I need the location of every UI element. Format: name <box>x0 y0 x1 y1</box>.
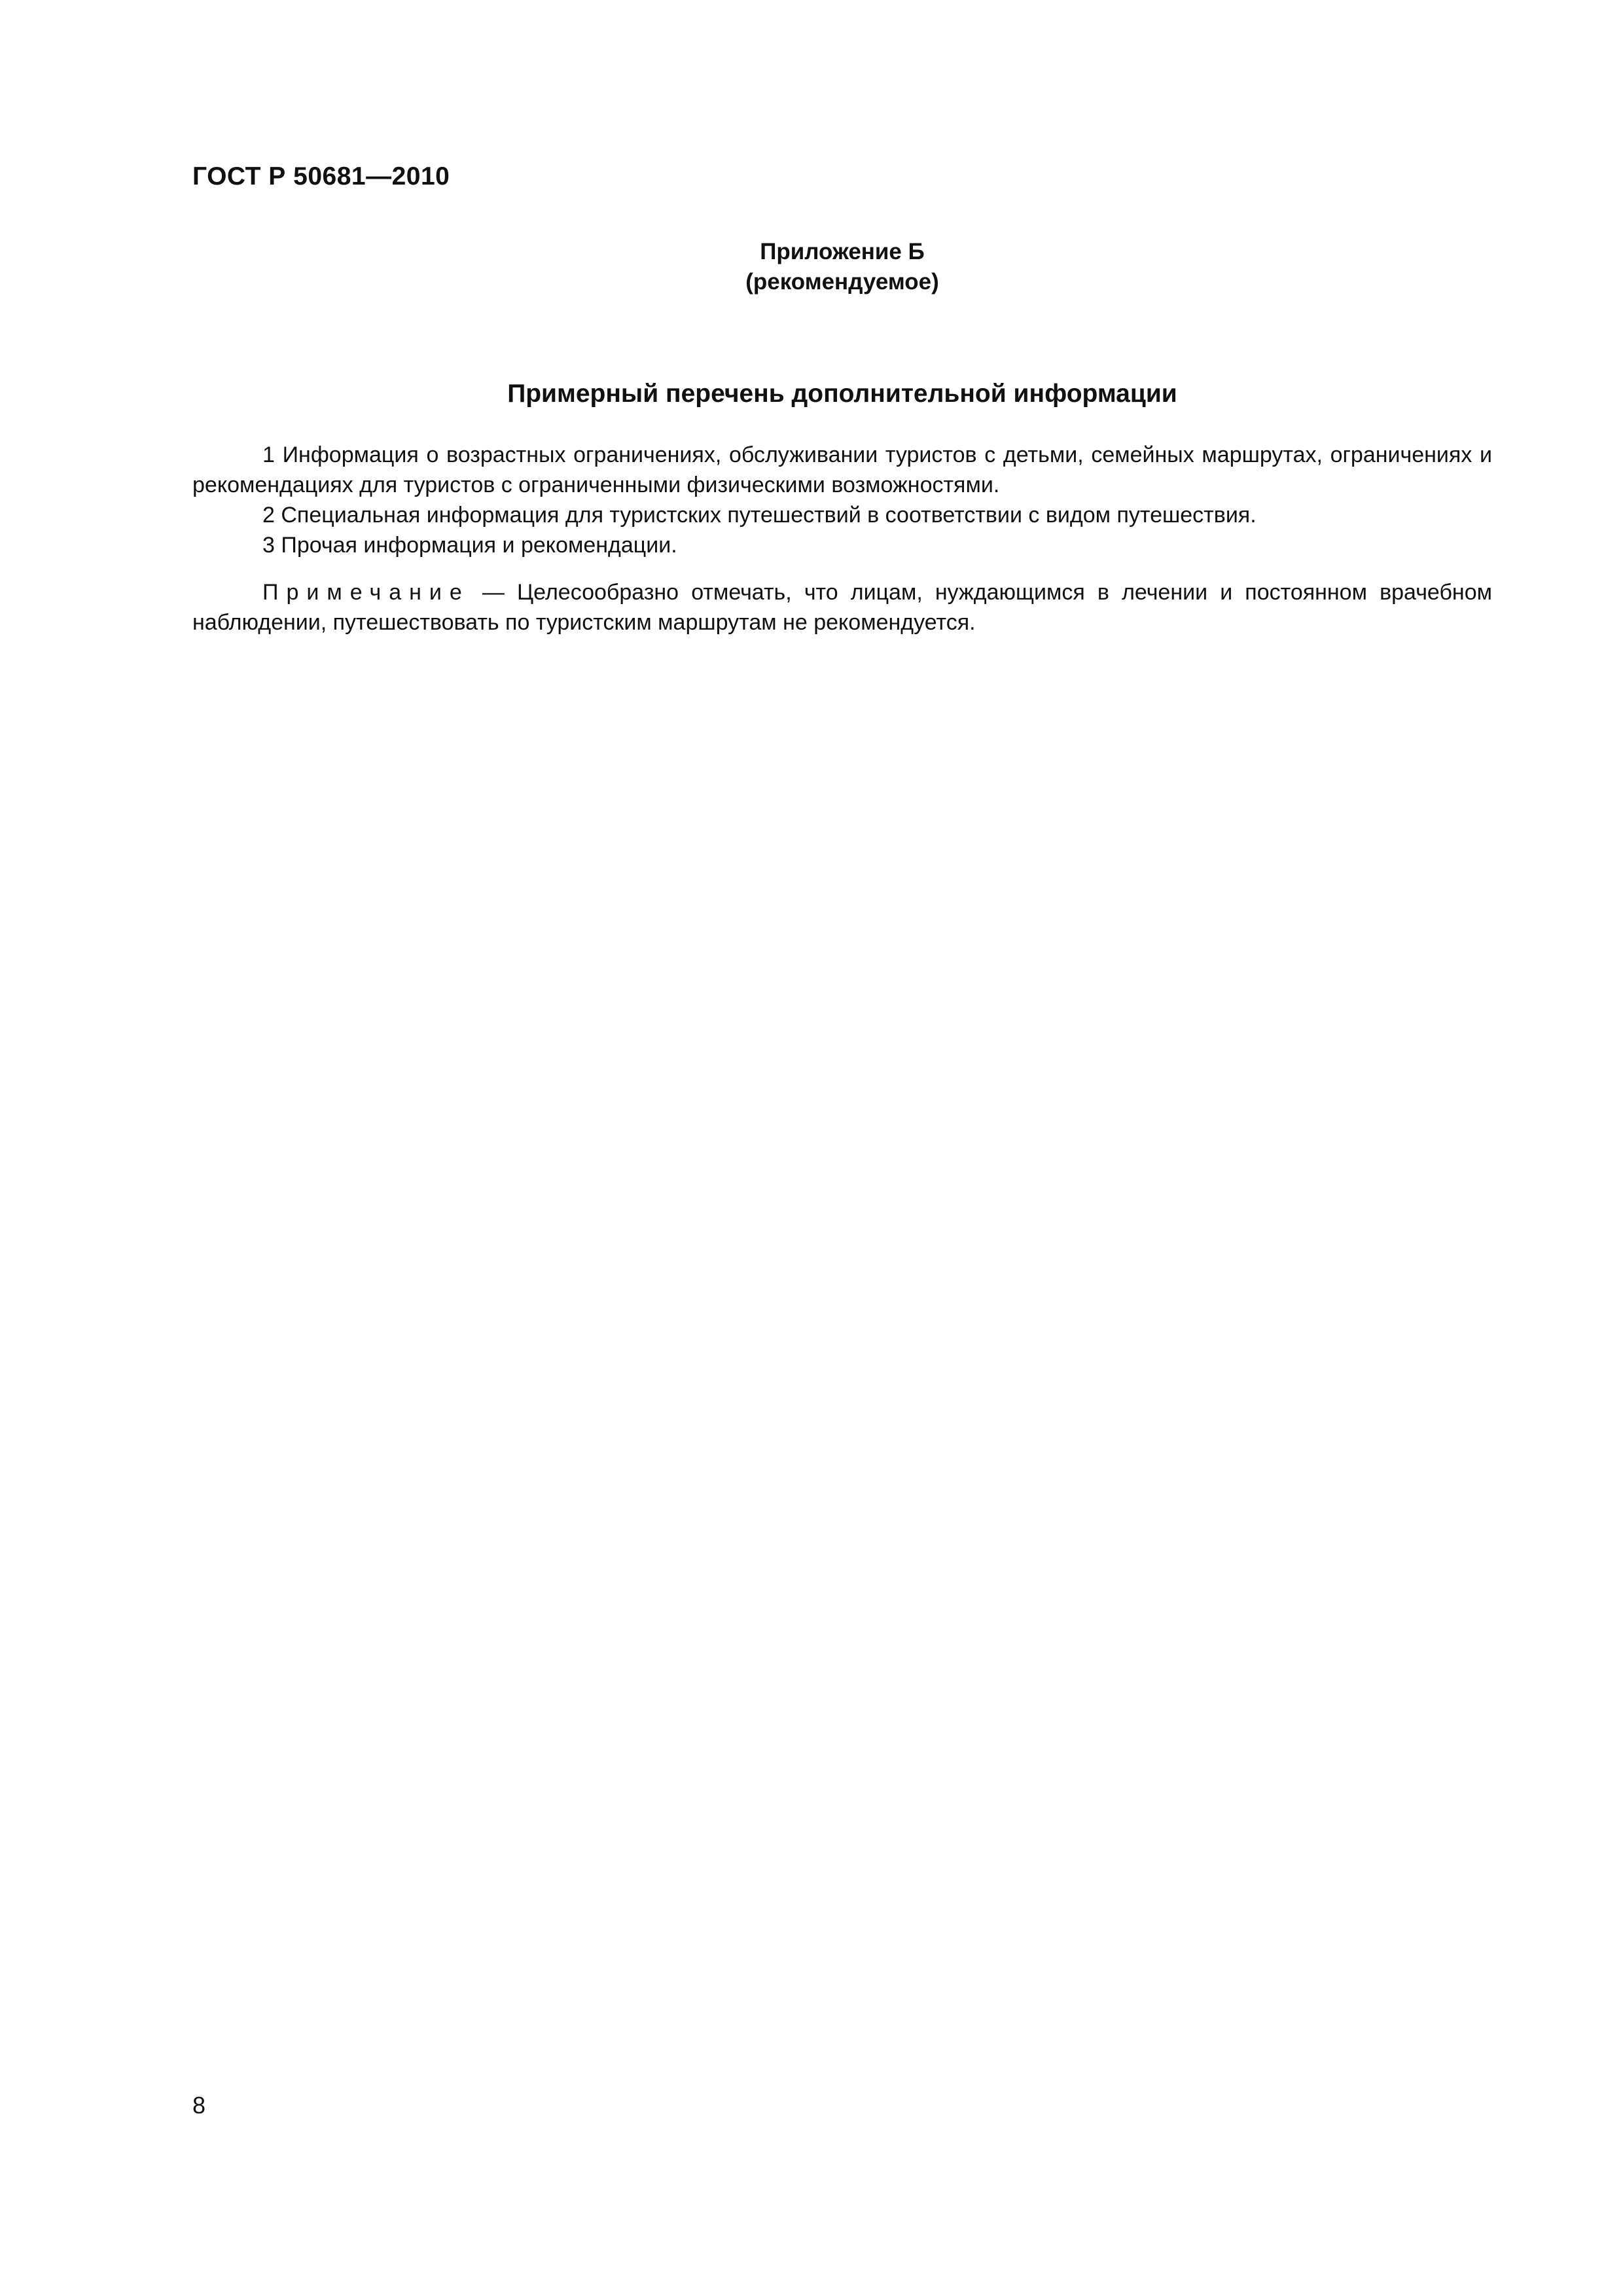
appendix-heading <box>192 237 1492 297</box>
list-item <box>192 440 1492 500</box>
list-item-text: Прочая информация и рекомендации. <box>281 533 677 558</box>
list-item-text: Информация о возрастных ограничениях, обслуживании туристов с детьми, семейных маршрутах, ограничениях и рекомендациях для туристов с ограниченными физическими возможностями. <box>192 442 1492 497</box>
note-text: Целесообразно отмечать, что лицам, нуждающимся в лечении и постоянном врачебном наблюдении, путешествовать по туристским маршрутам не рекомендуется. <box>192 580 1492 635</box>
list-item-text: Специальная информация для туристских путешествий в соответствии с видом путешествия. <box>281 503 1257 528</box>
note-label: Примечание <box>262 580 470 605</box>
note-dash: — <box>469 580 518 605</box>
note-paragraph <box>192 577 1492 637</box>
list-item-number: 3 <box>262 533 275 558</box>
body-text <box>192 440 1492 637</box>
list-item-number: 2 <box>262 503 275 528</box>
list-item <box>192 500 1492 530</box>
section-title: Примерный перечень дополнительной информации <box>507 380 1177 408</box>
list-item-number: 1 <box>262 442 275 467</box>
list-item <box>192 530 1492 560</box>
page-number: 8 <box>192 2092 206 2119</box>
document-code: ГОСТ Р 50681—2010 <box>192 162 450 190</box>
appendix-status: (рекомендуемое) <box>745 269 939 295</box>
appendix-title: Приложение Б <box>760 239 925 264</box>
